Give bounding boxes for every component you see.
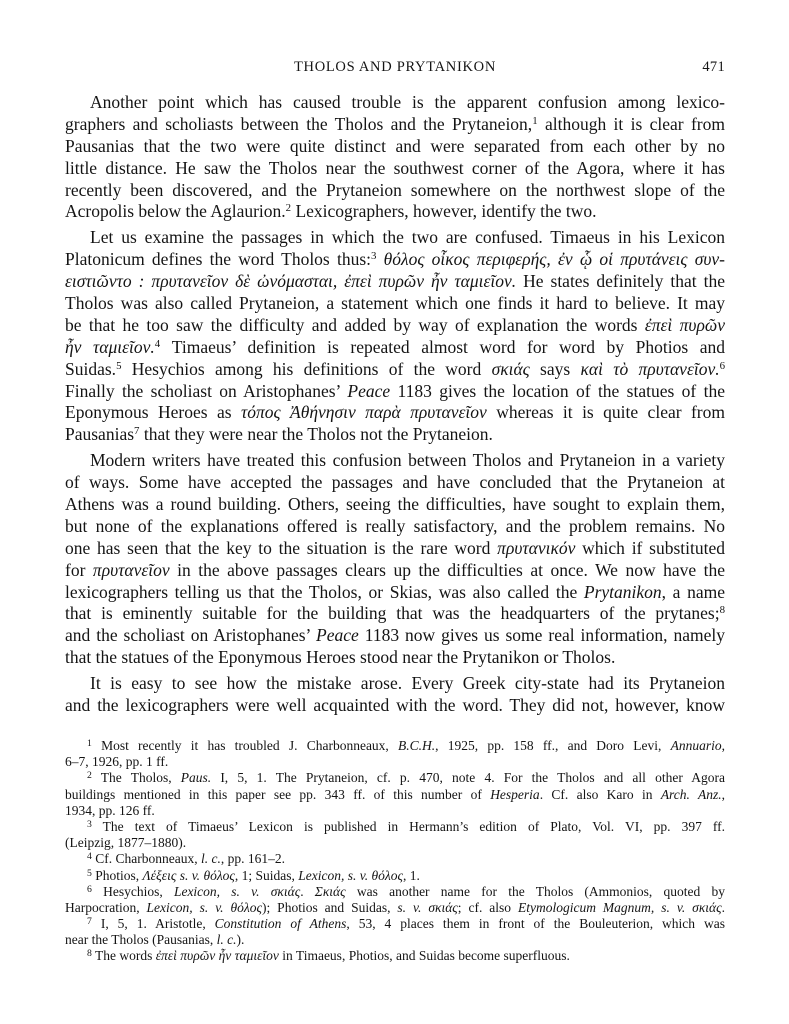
italic-text: Prytanikon [583, 581, 662, 602]
footnote-marker: 4 [87, 851, 92, 863]
text-run: He states definitely that the [516, 271, 726, 292]
italic-text: Annuario [670, 738, 722, 753]
text-line [65, 201, 725, 223]
running-header [65, 57, 725, 77]
italic-text: l. c. [200, 851, 221, 867]
text-run: Another point which has caused trouble is the apparent confusion among lexico- [90, 92, 725, 112]
text-line [65, 337, 725, 359]
footnote-line [65, 770, 725, 786]
paragraph-2 [65, 227, 725, 446]
text-run: Harpocration, [65, 899, 147, 915]
text-run: which if substituted [575, 537, 726, 558]
text-run: Eponymous Heroes as [65, 402, 241, 423]
footnote-1 [65, 738, 725, 770]
footnote-marker: 1 [87, 737, 92, 749]
footnote-ref: 4 [154, 337, 161, 350]
greek-text: θόλος [203, 867, 235, 883]
text-run: . [721, 899, 725, 915]
greek-text: καὶ τὸ πρυτανεῖον. [580, 358, 720, 379]
text-run: one has seen that the key to the situation is the rare word [65, 537, 498, 558]
footnote-6 [65, 884, 725, 916]
text-run: Pausanias that the two were quite distinct and were separated from each other by no [65, 135, 725, 156]
text-line [65, 516, 725, 538]
footnote-3 [65, 819, 725, 851]
text-run: Modern writers have treated this confusion between Tholos and Prytaneion in a variety [90, 450, 725, 471]
text-run: 6–7, 1926, pp. 1 ff. [65, 754, 169, 770]
text-run: Hesychios, [91, 883, 174, 899]
text-line [65, 381, 725, 403]
footnote-line [65, 868, 725, 884]
text-run: Pausanias [65, 424, 135, 445]
paragraph-1 [65, 92, 725, 223]
greek-text: ἦν ταμιεῖον. [65, 336, 155, 357]
italic-text: Etymologicum Magnum, s. v. [518, 899, 686, 915]
footnote-line [65, 819, 725, 835]
text-run: Let us examine the passages in which the two are confused. Timaeus in his Lexicon [90, 227, 725, 248]
footnote-line [65, 787, 725, 803]
text-line [65, 359, 725, 381]
text-run: Suidas. [65, 358, 117, 379]
text-run [376, 249, 383, 269]
footnote-ref: 5 [116, 359, 122, 372]
footnote-5 [65, 868, 725, 884]
footnote-marker: 2 [87, 770, 92, 782]
text-line [65, 450, 725, 472]
text-run: near the Tholos (Pausanias, [65, 932, 217, 948]
text-line [65, 538, 725, 560]
greek-text: σκιάς [692, 899, 722, 915]
footnote-line [65, 916, 725, 932]
greek-text: ἐπεὶ πυρῶν ἦν ταμιεῖον [155, 948, 279, 964]
italic-text: Peace [316, 625, 359, 646]
text-line [65, 180, 725, 202]
text-run: ). [236, 932, 245, 948]
greek-text: Λέξεις [142, 867, 177, 883]
text-run: , a name [661, 581, 725, 602]
text-run: Platonicum defines the word Tholos thus: [65, 249, 371, 270]
text-run: buildings mentioned in this paper see pp. 343 ff. of this number of [65, 786, 491, 802]
text-run: Timaeus’ definition is repeated almost word for word by Photios and [160, 336, 725, 357]
italic-text: Peace [347, 380, 391, 401]
text-run: recently been discovered, and the Prytaneion somewhere on the northwest slope of the [65, 179, 725, 200]
text-line [65, 315, 725, 337]
text-run: , 1. [403, 867, 420, 883]
text-run: lexicographers telling us that the Tholos, or Skias, was also called the [65, 581, 584, 602]
footnote-marker: 5 [87, 867, 92, 879]
greek-text: σκιάς [491, 358, 530, 379]
greek-text: θόλος [371, 867, 403, 883]
text-run: be that he too saw the difficulty and added by way of explanation the words [65, 314, 645, 335]
italic-text: s. v. [397, 899, 422, 915]
text-run: , 1925, pp. 158 ff., and Doro Levi, [435, 738, 671, 753]
footnote-ref: 1 [532, 114, 538, 127]
text-line [65, 625, 725, 647]
text-line [65, 673, 725, 695]
text-line [65, 582, 725, 604]
footnote-ref: 8 [719, 604, 725, 617]
footnote-line [65, 835, 725, 851]
footnote-line [65, 851, 725, 867]
footnote-7 [65, 916, 725, 948]
greek-text: πρυτανικόν [497, 537, 576, 558]
italic-text: s. v. [179, 867, 201, 883]
text-run: The Tholos, [91, 770, 181, 786]
text-line [65, 494, 725, 516]
body-text [65, 92, 725, 717]
text-run: Tholos was also called Prytaneion, a statement which one finds it hard to believe. It may [65, 293, 725, 314]
text-run: that they were near the Tholos not the Prytaneion. [139, 424, 493, 445]
text-run: in Timaeus, Photios, and Suidas become superfluous. [278, 948, 570, 964]
greek-text: ειστιῶντο : πρυτανεῖον δὲ ὠνόμασται, ἐπεὶ πυρῶν ἦν ταμιεῖον. [65, 271, 517, 292]
footnote-4 [65, 851, 725, 867]
text-run [224, 900, 231, 915]
italic-text: B.C.H. [398, 738, 436, 753]
text-run: 1183 now gives us some real information, namely [358, 625, 725, 646]
text-run: ); Photios and Suidas, [261, 899, 398, 915]
page-number: 471 [702, 59, 725, 75]
footnote-line [65, 754, 725, 770]
footnote-marker: 8 [87, 948, 92, 960]
footnote-marker: 6 [87, 883, 92, 895]
footnote-2 [65, 770, 725, 819]
text-run: . Cf. also Karo in [539, 786, 661, 802]
greek-text: σκιάς [270, 883, 301, 899]
footnote-line [65, 884, 725, 900]
text-run: . [300, 883, 315, 899]
text-run: , [721, 738, 725, 753]
running-title: THOLOS AND PRYTANIKON [293, 59, 497, 75]
italic-text: l. c. [216, 932, 237, 948]
text-run: Lexicographers, however, identify the two. [291, 201, 597, 222]
text-run: of ways. Some have accepted the passages and have concluded that the Prytaneion at [65, 472, 725, 493]
text-run: and the scholiast on Aristophanes’ [65, 625, 317, 646]
text-run: I, 5, 1. Aristotle, [91, 916, 215, 932]
footnote-line [65, 932, 725, 948]
italic-text: Arch. Anz. [660, 786, 722, 802]
footnote-ref: 3 [371, 250, 377, 263]
text-run: Acropolis below the Aglaurion. [65, 201, 286, 222]
greek-text: θόλος [230, 899, 262, 915]
text-run: in the above passages clears up the difficulties at once. We now have the [169, 559, 726, 580]
text-line [65, 249, 725, 271]
text-run: , [721, 786, 726, 802]
footnote-ref: 2 [285, 202, 292, 215]
footnote-line [65, 900, 725, 916]
text-run: (Leipzig, 1877–1880). [65, 835, 187, 851]
text-run: that is eminently suitable for the building that was the headquarters of the prytanes; [65, 603, 720, 624]
text-run: , 1; Suidas, [234, 867, 299, 883]
text-line [65, 271, 725, 293]
footnote-line [65, 738, 725, 754]
text-run: Most recently it has troubled J. Charbonneaux, [91, 738, 399, 753]
text-run: says [529, 358, 581, 379]
text-run: whereas it is quite clear from [486, 402, 725, 423]
greek-text: τόπος Ἀθήνησιν παρὰ πρυτανεῖον [241, 402, 487, 423]
text-line [65, 603, 725, 625]
footnote-ref: 6 [719, 359, 726, 372]
italic-text: Lexicon, s. v. [146, 899, 224, 915]
text-run: Photios, [91, 867, 143, 883]
text-run: ; cf. also [457, 899, 518, 915]
footnote-marker: 7 [87, 915, 92, 927]
paragraph-3 [65, 450, 725, 669]
text-run: 1934, pp. 126 ff. [65, 802, 155, 818]
text-run: graphers and scholiasts between the Tholos and the Prytaneion, [65, 113, 533, 134]
italic-text: Constitution of Athens [214, 916, 347, 932]
greek-text: ἐπεὶ πυρῶν [644, 314, 725, 335]
footnote-8 [65, 948, 725, 964]
text-run: that the statues of the Eponymous Heroes stood near the Prytanikon or Tholos. [65, 647, 616, 668]
greek-text: Σκιάς [314, 883, 346, 899]
text-run: little distance. He saw the Tholos near the southwest corner of the Agora, where it has [65, 157, 725, 178]
greek-text: θόλος οἶκος περιφερής, ἐν ᾧ οἱ πρυτάνεις συν- [383, 249, 725, 270]
text-line [65, 695, 725, 717]
footnote-marker: 3 [87, 818, 92, 830]
text-line [65, 92, 725, 114]
footnotes [65, 738, 725, 965]
text-run: The words [91, 948, 156, 964]
text-run: I, 5, 1. The Prytaneion, cf. p. 470, note 4. For the Tholos and all other Agora [211, 770, 725, 786]
greek-text: σκιάς [428, 899, 458, 915]
text-line [65, 424, 725, 446]
text-run: Cf. Charbonneaux, [91, 851, 201, 867]
italic-text: Lexicon, s. v. [173, 883, 260, 899]
text-run: , pp. 161–2. [220, 851, 285, 867]
text-run: was another name for the Tholos (Ammonios, quoted by [345, 883, 725, 899]
text-line [65, 136, 725, 158]
text-line [65, 158, 725, 180]
text-run [260, 884, 271, 899]
footnote-line [65, 803, 725, 819]
text-run: Athens was a round building. Others, seeing the difficulties, have sought to explain them, [65, 494, 725, 515]
text-line [65, 472, 725, 494]
text-run: Finally the scholiast on Aristophanes’ [65, 380, 348, 401]
footnote-ref: 7 [134, 425, 140, 438]
italic-text: Paus. [180, 770, 212, 786]
text-run: and the lexicographers were well acquainted with the word. They did not, however, know [65, 695, 725, 716]
text-run: It is easy to see how the mistake arose. Every Greek city-state had its Prytaneion [90, 673, 725, 694]
text-run: for [65, 559, 93, 580]
text-line [65, 114, 725, 136]
text-line [65, 402, 725, 424]
paragraph-4 [65, 673, 725, 717]
text-run: Hesychios among his definitions of the word [121, 358, 492, 379]
text-run: 1183 gives the location of the statues of the [390, 380, 725, 401]
greek-text: πρυτανεῖον [92, 559, 170, 580]
italic-text: Lexicon, s. v. [298, 867, 369, 883]
text-line [65, 227, 725, 249]
text-line [65, 293, 725, 315]
text-run: although it is clear from [537, 113, 725, 134]
text-line [65, 647, 725, 669]
text-line [65, 560, 725, 582]
text-run: The text of Timaeus’ Lexicon is published in Hermann’s edition of Plato, Vol. VI, pp. 397 ff. [91, 818, 725, 834]
footnote-line [65, 948, 725, 964]
text-run: but none of the explanations offered is really satisfactory, and the problem remains. No [65, 515, 725, 536]
italic-text: Hesperia [490, 786, 540, 802]
text-run: , 53, 4 places them in front of the Bouleuterion, which was [346, 916, 725, 932]
